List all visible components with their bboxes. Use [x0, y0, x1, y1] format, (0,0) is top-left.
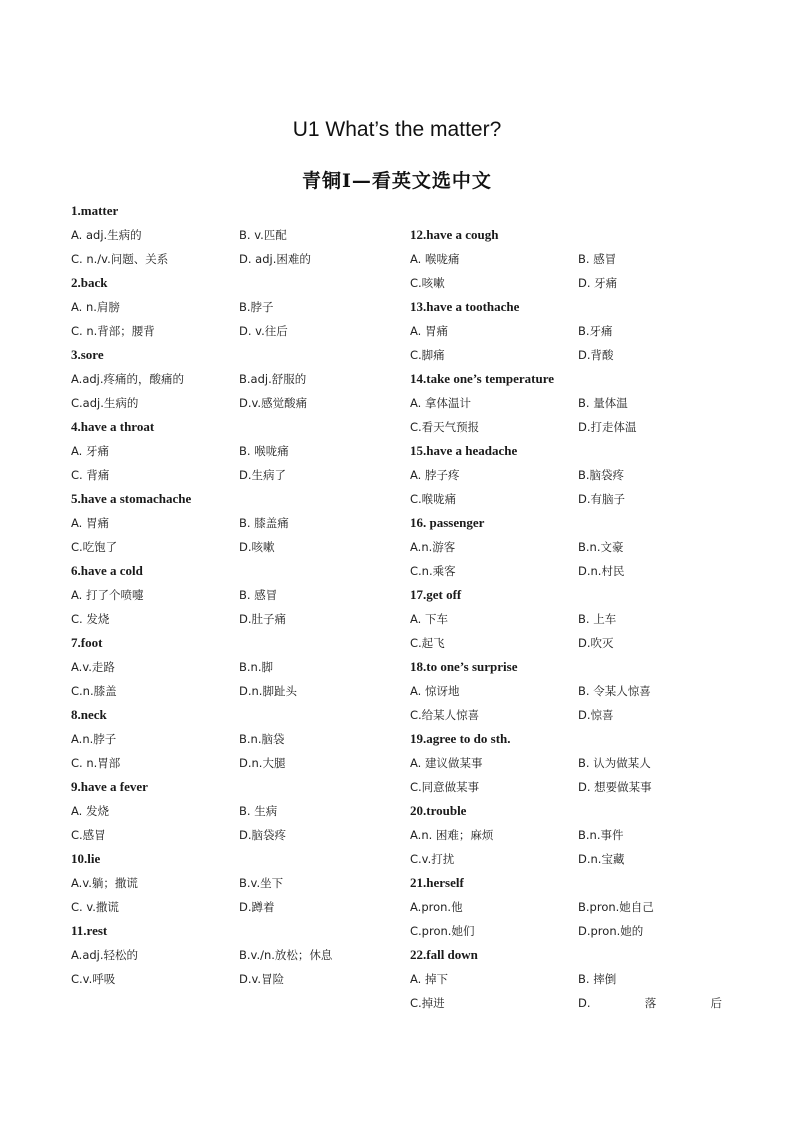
option-row: [71, 463, 391, 487]
option-d-part: D.: [578, 996, 591, 1010]
option-b: B.adj.舒服的: [239, 372, 307, 386]
question-item: [410, 655, 740, 727]
question-item: [71, 487, 391, 559]
option-a: A. 惊讶地: [410, 684, 460, 698]
option-row: [71, 295, 391, 319]
option-a: A.n. 困难；麻烦: [410, 828, 494, 842]
question-item: [71, 703, 391, 775]
option-a: A.n.游客: [410, 540, 456, 554]
question-item: [410, 727, 740, 799]
option-row: [410, 631, 740, 655]
option-d: D.脑袋疼: [239, 828, 287, 842]
left-question-column: [71, 199, 391, 991]
option-row: [71, 223, 391, 247]
option-c: C.吃饱了: [71, 540, 118, 554]
option-row: [410, 607, 740, 631]
question-item: [71, 847, 391, 919]
option-row: [71, 751, 391, 775]
option-c: C.v.打扰: [410, 852, 455, 866]
option-row: [71, 607, 391, 631]
question-title: 6.have a cold: [71, 563, 143, 578]
option-a: A. 脖子疼: [410, 468, 460, 482]
option-a: A. 胃痛: [71, 516, 109, 530]
option-row: [71, 967, 391, 991]
option-row: [410, 487, 740, 511]
option-row: [71, 583, 391, 607]
option-row: [410, 391, 740, 415]
option-row: [71, 367, 391, 391]
option-c: C. n./v.问题、关系: [71, 252, 169, 266]
question-title: 8.neck: [71, 707, 107, 722]
option-d: D.吹灭: [578, 636, 614, 650]
option-d: D.pron.她的: [578, 924, 644, 938]
option-c: C. n.胃部: [71, 756, 121, 770]
option-c: C.掉进: [410, 996, 445, 1010]
option-row: [71, 895, 391, 919]
option-d: D. 想要做某事: [578, 780, 652, 794]
option-b: B. 感冒: [578, 252, 617, 266]
option-d: D.蹲着: [239, 900, 275, 914]
option-b: B.n.文豪: [578, 540, 624, 554]
option-d: D.肚子痛: [239, 612, 287, 626]
question-title: 1.matter: [71, 203, 119, 218]
option-row: [410, 895, 740, 919]
option-a: A. 打了个喷嚏: [71, 588, 144, 602]
option-d-part: 落: [644, 996, 657, 1010]
option-c: C.咳嗽: [410, 276, 445, 290]
option-row: [71, 727, 391, 751]
option-row: [71, 247, 391, 271]
option-row: [410, 703, 740, 727]
option-row: [410, 823, 740, 847]
option-row: [410, 775, 740, 799]
option-d: D.咳嗽: [239, 540, 275, 554]
option-a: A. 拿体温计: [410, 396, 471, 410]
option-row: [410, 535, 740, 559]
question-title: 21.herself: [410, 875, 464, 890]
question-title: 18.to one’s surprise: [410, 659, 518, 674]
option-row: [410, 343, 740, 367]
option-a: A. 喉咙痛: [410, 252, 460, 266]
option-a: A. adj.生病的: [71, 228, 142, 242]
option-d: D. v.往后: [239, 324, 288, 338]
option-d: D.背酸: [578, 348, 614, 362]
option-row: [71, 871, 391, 895]
question-title: 14.take one’s temperature: [410, 371, 555, 386]
question-item: [410, 223, 740, 295]
question-title: 12.have a cough: [410, 227, 499, 242]
option-b: B. 摔倒: [578, 972, 617, 986]
option-d: D.n.大腿: [239, 756, 286, 770]
option-row: [410, 967, 740, 991]
option-c: C.起飞: [410, 636, 445, 650]
option-b: B.pron.她自己: [578, 900, 654, 914]
option-row: [71, 391, 391, 415]
option-row: [71, 439, 391, 463]
option-row: [71, 535, 391, 559]
question-title: 17.get off: [410, 587, 462, 602]
option-c: C.给某人惊喜: [410, 708, 480, 722]
option-row: [71, 655, 391, 679]
question-item: [410, 439, 740, 511]
question-item: [410, 295, 740, 367]
option-b: B.脑袋疼: [578, 468, 625, 482]
question-title: 10.lie: [71, 851, 101, 866]
option-row: [410, 415, 740, 439]
option-d: [578, 991, 722, 1015]
question-title: 19.agree to do sth.: [410, 731, 511, 746]
option-c: C.脚痛: [410, 348, 445, 362]
option-a: A. 建议做某事: [410, 756, 483, 770]
option-d: D.生病了: [239, 468, 287, 482]
option-b: B.n.事件: [578, 828, 624, 842]
option-b: B. 上车: [578, 612, 617, 626]
option-a: A.n.脖子: [71, 732, 117, 746]
option-row: [410, 991, 740, 1015]
option-row: [71, 679, 391, 703]
option-c: C.pron.她们: [410, 924, 475, 938]
question-item: [410, 511, 740, 583]
question-item: [71, 775, 391, 847]
option-a: A. 牙痛: [71, 444, 109, 458]
option-d-part: 后: [710, 996, 722, 1010]
option-d: D. adj.困难的: [239, 252, 311, 266]
option-a: A. 发烧: [71, 804, 109, 818]
option-c: C. n.背部；腰背: [71, 324, 155, 338]
option-b: B.v./n.放松；休息: [239, 948, 333, 962]
option-a: A. 下车: [410, 612, 448, 626]
option-row: [71, 511, 391, 535]
option-b: B.n.脚: [239, 660, 273, 674]
option-b: B. 膝盖痛: [239, 516, 289, 530]
question-title: 16. passenger: [410, 515, 485, 530]
option-b: B.v.坐下: [239, 876, 284, 890]
page-title: U1 What’s the matter?: [292, 118, 502, 141]
right-question-column: [410, 223, 740, 1015]
option-row: [71, 823, 391, 847]
option-row: [410, 919, 740, 943]
question-title: 5.have a stomachache: [71, 491, 192, 506]
option-a: A. 胃痛: [410, 324, 448, 338]
option-a: A.v.走路: [71, 660, 115, 674]
question-item: [71, 199, 391, 271]
option-c: C.同意做某事: [410, 780, 480, 794]
option-b: B. 令某人惊喜: [578, 684, 651, 698]
option-a: A. 掉下: [410, 972, 448, 986]
question-title: 11.rest: [71, 923, 108, 938]
option-b: B.n.脑袋: [239, 732, 285, 746]
question-item: [410, 367, 740, 439]
question-title: 4.have a throat: [71, 419, 155, 434]
question-item: [71, 343, 391, 415]
option-row: [71, 943, 391, 967]
option-b: B. 量体温: [578, 396, 628, 410]
option-c: C. v.撒谎: [71, 900, 119, 914]
question-title: 13.have a toothache: [410, 299, 520, 314]
option-row: [410, 679, 740, 703]
option-b: B. 生病: [239, 804, 278, 818]
option-a: A.adj.疼痛的，酸痛的: [71, 372, 185, 386]
option-c: C. 发烧: [71, 612, 110, 626]
question-title: 9.have a fever: [71, 779, 148, 794]
option-row: [71, 319, 391, 343]
option-c: C. 背痛: [71, 468, 110, 482]
option-row: [410, 247, 740, 271]
question-title: 20.trouble: [410, 803, 467, 818]
option-row: [410, 271, 740, 295]
question-item: [410, 871, 740, 943]
option-d: D.v.感觉酸痛: [239, 396, 308, 410]
option-c: C.感冒: [71, 828, 106, 842]
option-d: D. 牙痛: [578, 276, 618, 290]
option-d: D.惊喜: [578, 708, 614, 722]
question-item: [410, 799, 740, 871]
option-d: D.打走体温: [578, 420, 637, 434]
option-d: D.n.村民: [578, 564, 625, 578]
option-b: B. 感冒: [239, 588, 278, 602]
question-item: [71, 415, 391, 487]
option-b: B.脖子: [239, 300, 274, 314]
question-item: [71, 631, 391, 703]
option-a: A.pron.他: [410, 900, 463, 914]
section-subtitle: 青铜Ⅰ—看英文选中文: [302, 170, 492, 192]
option-d: D.v.冒险: [239, 972, 285, 986]
question-title: 15.have a headache: [410, 443, 518, 458]
option-a: A.adj.轻松的: [71, 948, 139, 962]
option-d: D.n.宝藏: [578, 852, 625, 866]
option-row: [410, 463, 740, 487]
option-d: D.有脑子: [578, 492, 626, 506]
question-item: [71, 559, 391, 631]
option-c: C.n.膝盖: [71, 684, 117, 698]
question-item: [71, 271, 391, 343]
option-d: D.n.脚趾头: [239, 684, 297, 698]
option-c: C.v.呼吸: [71, 972, 116, 986]
option-b: B.牙痛: [578, 324, 613, 338]
option-row: [410, 751, 740, 775]
question-item: [410, 943, 740, 1015]
option-b: B. 喉咙痛: [239, 444, 289, 458]
question-item: [71, 919, 391, 991]
option-a: A. n.肩膀: [71, 300, 120, 314]
option-b: B. v.匹配: [239, 228, 287, 242]
question-title: 7.foot: [71, 635, 103, 650]
option-row: [410, 319, 740, 343]
option-c: C.看天气预报: [410, 420, 480, 434]
option-c: C.喉咙痛: [410, 492, 457, 506]
option-c: C.adj.生病的: [71, 396, 139, 410]
question-item: [410, 583, 740, 655]
option-row: [410, 559, 740, 583]
option-c: C.n.乘客: [410, 564, 456, 578]
question-title: 2.back: [71, 275, 108, 290]
option-a: A.v.躺；撒谎: [71, 876, 138, 890]
question-title: 3.sore: [71, 347, 104, 362]
option-b: B. 认为做某人: [578, 756, 651, 770]
option-row: [71, 799, 391, 823]
option-row: [410, 847, 740, 871]
question-title: 22.fall down: [410, 947, 478, 962]
